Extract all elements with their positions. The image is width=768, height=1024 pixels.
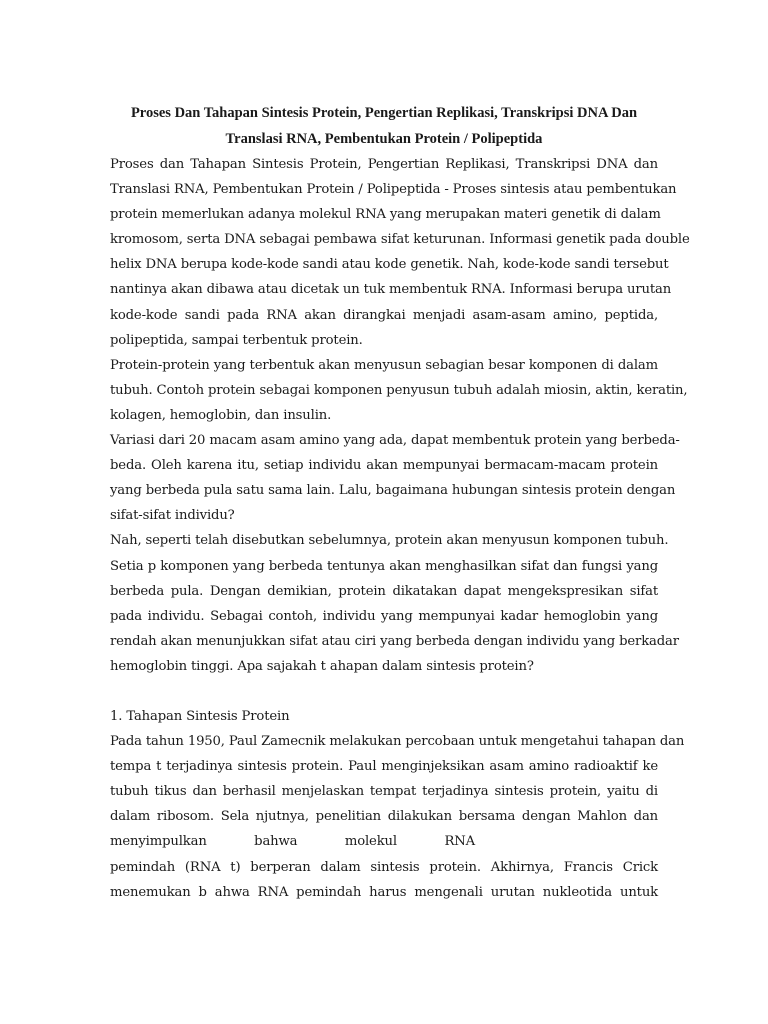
text-line: Nah, seperti telah disebutkan sebelumnya, protein akan menyusun komponen tubuh. <box>110 533 669 549</box>
text-line: Setia p komponen yang berbeda tentunya akan menghasilkan sifat dan fungsi yang <box>110 558 658 574</box>
text-line: pada individu. Sebagai contoh, individu yang mempunyai kadar hemoglobin yang <box>110 608 658 624</box>
text-line: tubuh tikus dan berhasil menjelaskan tempat terjadinya sintesis protein, yaitu di <box>110 784 658 800</box>
text-line: pemindah (RNA t) berperan dalam sintesis protein. Akhirnya, Francis Crick <box>110 859 658 875</box>
text-line: polipeptida, sampai terbentuk protein. <box>110 332 363 348</box>
blank-line <box>110 679 658 704</box>
text-line: nantinya akan dibawa atau dicetak un tuk membentuk RNA. Informasi berupa urutan <box>110 282 672 298</box>
text-line: berbeda pula. Dengan demikian, protein dikatakan dapat mengekspresikan sifat <box>110 583 658 599</box>
text-line: yang berbeda pula satu sama lain. Lalu, bagaimana hubungan sintesis protein dengan <box>110 483 676 499</box>
text-line: menyimpulkan bahwa molekul RNA <box>110 834 475 850</box>
text-line: hemoglobin tinggi. Apa sajakah t ahapan dalam sintesis protein? <box>110 658 534 674</box>
text-line: protein memerlukan adanya molekul RNA yang merupakan materi genetik di dalam <box>110 207 661 223</box>
text-line: 1. Tahapan Sintesis Protein <box>110 708 290 724</box>
title-line: Proses Dan Tahapan Sintesis Protein, Pengertian Replikasi, Transkripsi DNA Dan <box>130 105 638 121</box>
text-line: dalam ribosom. Sela njutnya, penelitian dilakukan bersama dengan Mahlon dan <box>110 809 658 825</box>
text-line: sifat-sifat individu? <box>110 508 235 524</box>
section-heading <box>110 704 658 729</box>
text-line: Translasi RNA, Pembentukan Protein / Polipeptida - Proses sintesis atau pembentukan <box>110 182 677 198</box>
paragraph-history <box>110 729 685 905</box>
text-line: kromosom, serta DNA sebagai pembawa sifat keturunan. Informasi genetik pada double <box>110 232 690 248</box>
document-page <box>110 100 690 905</box>
text-line: tempa t terjadinya sintesis protein. Paul menginjeksikan asam amino radioaktif ke <box>110 759 658 775</box>
document-title <box>110 100 658 152</box>
text-line: rendah akan menunjukkan sifat atau ciri yang berbeda dengan individu yang berkadar <box>110 633 679 649</box>
paragraph-intro <box>110 152 690 353</box>
paragraph-expression <box>110 528 679 679</box>
text-line: kode-kode sandi pada RNA akan dirangkai menjadi asam-asam amino, peptida, <box>110 307 658 323</box>
text-line: Protein-protein yang terbentuk akan menyusun sebagian besar komponen di dalam <box>110 357 658 373</box>
text-line: kolagen, hemoglobin, dan insulin. <box>110 407 332 423</box>
text-line: Variasi dari 20 macam asam amino yang ada, dapat membentuk protein yang berbeda- <box>110 433 680 449</box>
text-line: beda. Oleh karena itu, setiap individu akan mempunyai bermacam-macam protein <box>110 458 658 474</box>
text-line: Pada tahun 1950, Paul Zamecnik melakukan percobaan untuk mengetahui tahapan dan <box>110 734 685 750</box>
text-line: helix DNA berupa kode-kode sandi atau kode genetik. Nah, kode-kode sandi tersebut <box>110 257 669 273</box>
paragraph-variation <box>110 428 680 528</box>
paragraph-components <box>110 353 688 428</box>
text-line: menemukan b ahwa RNA pemindah harus mengenali urutan nukleotida untuk <box>110 884 658 900</box>
text-line: Proses dan Tahapan Sintesis Protein, Pengertian Replikasi, Transkripsi DNA dan <box>110 157 658 172</box>
text-line: tubuh. Contoh protein sebagai komponen penyusun tubuh adalah miosin, aktin, keratin, <box>110 382 688 398</box>
title-line: Translasi RNA, Pembentukan Protein / Polipeptida <box>225 131 543 147</box>
